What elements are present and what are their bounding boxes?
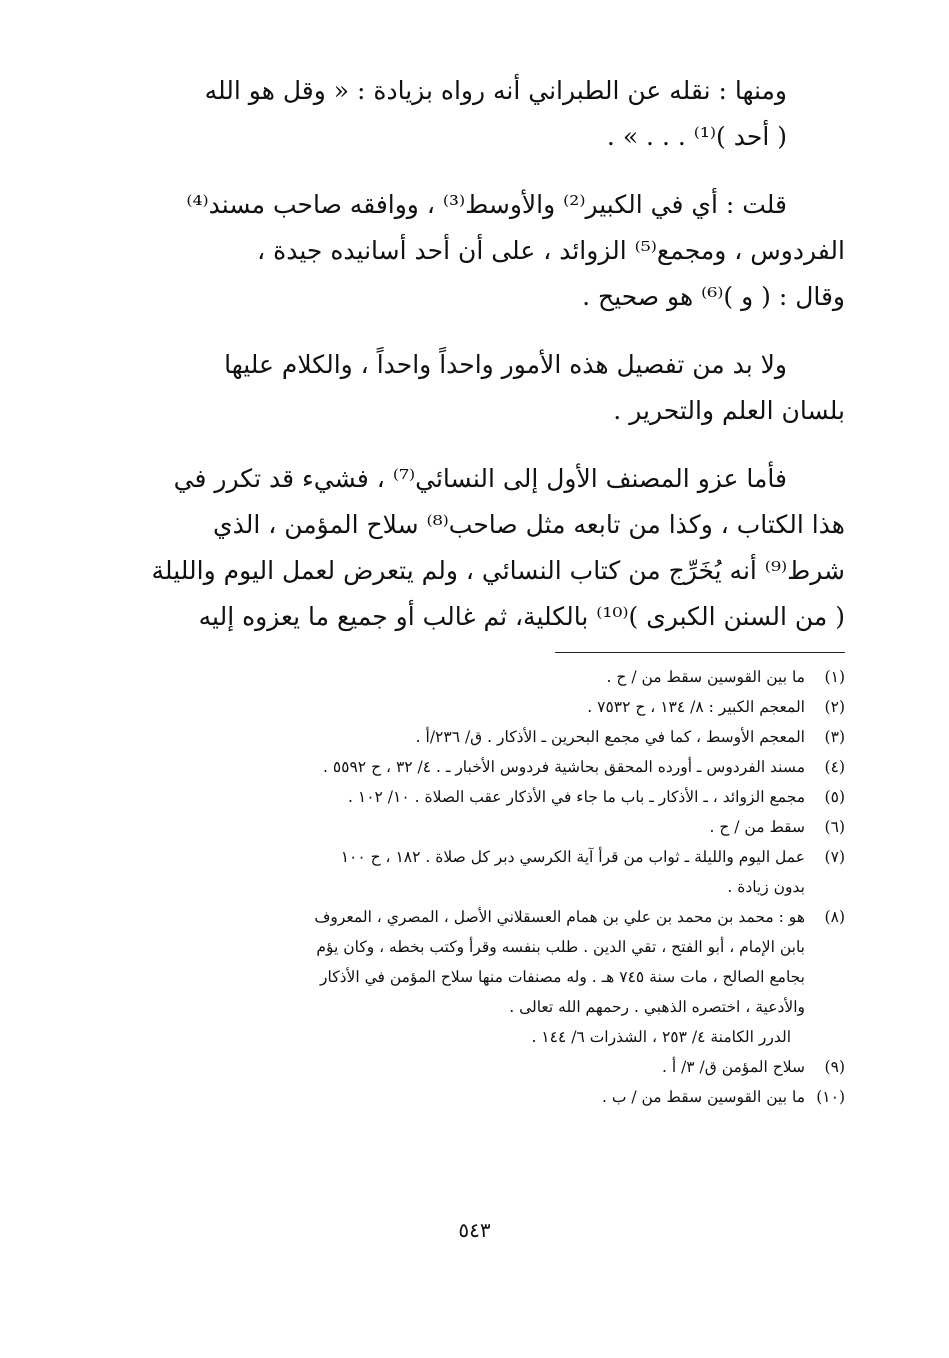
footnote-source: الدرر الكامنة ٤/ ٢٥٣ ، الشذرات ٦/ ١٤٤ . [531, 1028, 791, 1046]
paragraph-qultu [140, 182, 845, 320]
footnote-number: (٧) [824, 848, 845, 866]
footnote-text: المعجم الأوسط ، كما في مجمع البحرين ـ الأذكار . ق/ ٢٣٦/أ . [415, 728, 805, 746]
footnote-text: ما بين القوسين سقط من / ب . [601, 1088, 805, 1106]
text-line: هذا الكتاب ، وكذا من تابعه مثل صاحب⁽⁸⁾ سلاح المؤمن ، الذي [213, 510, 845, 539]
footnote-text: بابن الإمام ، أبو الفتح ، تقي الدين . طلب بنفسه وقرأ وكتب بخطه ، وكان يؤم [316, 938, 805, 956]
footnote-text: عمل اليوم والليلة ـ ثواب من قرأ آية الكرسي دبر كل صلاة . ١٨٢ ، ح ١٠٠ [340, 848, 805, 866]
footnote-7 [140, 842, 845, 902]
footnote-text: والأدعية ، اختصره الذهبي . رحمهم الله تعالى . [509, 998, 805, 1016]
footnote-5 [140, 782, 845, 812]
footnote-number: (٦) [824, 818, 845, 836]
footnote-number: (١) [824, 668, 845, 686]
footnote-number: (١٠) [816, 1088, 845, 1106]
footnote-1 [140, 662, 845, 692]
text-line: شرط⁽⁹⁾ أنه يُخَرِّج من كتاب النسائي ، ولم يتعرض لعمل اليوم والليلة [151, 556, 845, 585]
footnote-text: هو : محمد بن محمد بن علي بن همام العسقلاني الأصل ، المصري ، المعروف [314, 908, 805, 926]
page-number: ٥٤٣ [458, 1218, 491, 1242]
footnote-text: المعجم الكبير : ٨/ ١٣٤ ، ح ٧٥٣٢ . [587, 698, 805, 716]
footnote-text: مجمع الزوائد ، ـ الأذكار ـ باب ما جاء في الأذكار عقب الصلاة . ١٠/ ١٠٢ . [348, 788, 805, 806]
footnote-3 [140, 722, 845, 752]
text-line: قلت : أي في الكبير⁽²⁾ والأوسط⁽³⁾ ، ووافقه صاحب مسند⁽⁴⁾ [186, 190, 787, 219]
footnote-number: (٥) [824, 788, 845, 806]
text-line: ( من السنن الكبرى )⁽¹⁰⁾ بالكلية، ثم غالب أو جميع ما يعزوه إليه [198, 602, 845, 631]
paragraph-tabarani [140, 68, 845, 160]
footnote-number: (٩) [824, 1058, 845, 1076]
footnote-6 [140, 812, 845, 842]
footnote-8 [140, 902, 845, 1052]
footnote-text: ما بين القوسين سقط من / ح . [606, 668, 805, 686]
footnote-text: سلاح المؤمن ق/ ٣/ أ . [661, 1058, 805, 1076]
footnote-number: (٣) [824, 728, 845, 746]
text-line: وقال : ( و )⁽⁶⁾ هو صحيح . [582, 282, 845, 311]
footnote-number: (٨) [824, 908, 845, 926]
footnote-divider [555, 652, 845, 653]
text-line: ولا بد من تفصيل هذه الأمور واحداً واحداً ، والكلام عليها [224, 350, 787, 379]
footnote-text: بجامع الصالح ، مات سنة ٧٤٥ هـ . وله مصنفات منها سلاح المؤمن في الأذكار [320, 968, 805, 986]
footnote-4 [140, 752, 845, 782]
footnotes [140, 662, 845, 1112]
footnote-number: (٢) [824, 698, 845, 716]
text-line: ومنها : نقله عن الطبراني أنه رواه بزيادة : « وقل هو الله [204, 76, 787, 105]
footnote-text: مسند الفردوس ـ أورده المحقق بحاشية فردوس الأخبار ـ . ٤/ ٣٢ ، ح ٥٥٩٢ . [322, 758, 805, 776]
paragraph-tafsil [140, 342, 845, 434]
footnote-text: بدون زيادة . [727, 878, 805, 896]
text-line: الفردوس ، ومجمع⁽⁵⁾ الزوائد ، على أن أحد أسانيده جيدة ، [257, 236, 845, 265]
text-line: بلسان العلم والتحرير . [613, 396, 845, 425]
footnote-10 [140, 1082, 845, 1112]
text-line: فأما عزو المصنف الأول إلى النسائي⁽⁷⁾ ، فشيء قد تكرر في [173, 464, 787, 493]
footnote-9 [140, 1052, 845, 1082]
footnote-text: سقط من / ح . [709, 818, 805, 836]
footnote-number: (٤) [824, 758, 845, 776]
footnote-2 [140, 692, 845, 722]
paragraph-nasai [140, 456, 845, 640]
text-line: ( أحد )⁽¹⁾ . . . » . [606, 122, 787, 151]
